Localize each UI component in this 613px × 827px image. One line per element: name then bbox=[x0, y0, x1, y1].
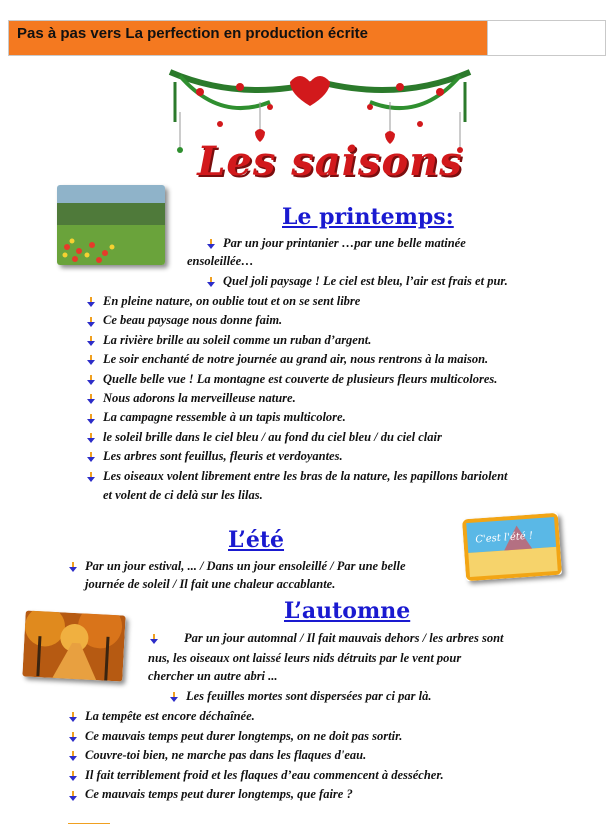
list-item: Ce mauvais temps peut durer longtemps, que faire ? bbox=[67, 786, 353, 802]
list-item: Les arbres sont feuillus, fleuris et verdoyantes. bbox=[85, 448, 343, 464]
bullet-arrow-icon bbox=[205, 238, 217, 250]
list-item-continuation: journée de soleil / Il fait une chaleur accablante. bbox=[85, 577, 336, 591]
list-item: le soleil brille dans le ciel bleu / au fond du ciel bleu / du ciel clair bbox=[85, 429, 442, 445]
section-title-automne: L’automne bbox=[284, 598, 411, 624]
list-item: Par un jour printanier …par une belle matinée bbox=[205, 235, 466, 251]
spring-photo bbox=[57, 185, 165, 265]
bullet-arrow-icon bbox=[85, 374, 97, 386]
autumn-photo bbox=[22, 610, 125, 681]
header-banner bbox=[8, 20, 488, 56]
bullet-arrow-icon bbox=[67, 770, 79, 782]
list-item: Les feuilles mortes sont dispersées par ci par là. bbox=[168, 688, 431, 704]
list-item: Quel joli paysage ! Le ciel est bleu, l’air est frais et pur. bbox=[205, 273, 508, 289]
header-frame bbox=[488, 20, 606, 56]
footer-rule bbox=[68, 823, 110, 824]
list-item-continuation: chercher un autre abri ... bbox=[148, 669, 278, 683]
list-item: Couvre-toi bien, ne marche pas dans les flaques d'eau. bbox=[67, 747, 366, 763]
bullet-arrow-icon bbox=[168, 691, 180, 703]
bullet-arrow-icon bbox=[67, 750, 79, 762]
list-item: Nous adorons la merveilleuse nature. bbox=[85, 390, 296, 406]
bullet-arrow-icon bbox=[85, 393, 97, 405]
bullet-arrow-icon bbox=[85, 432, 97, 444]
list-item: Par un jour automnal / Il fait mauvais dehors / les arbres sont bbox=[148, 630, 504, 646]
bullet-arrow-icon bbox=[85, 451, 97, 463]
bullet-arrow-icon bbox=[85, 316, 97, 328]
list-item-continuation: nus, les oiseaux ont laissé leurs nids détruits par le vent pour bbox=[148, 651, 462, 665]
summer-image bbox=[462, 513, 562, 582]
bullet-arrow-icon bbox=[85, 296, 97, 308]
bullet-arrow-icon bbox=[85, 413, 97, 425]
bullet-arrow-icon bbox=[85, 471, 97, 483]
list-item: En pleine nature, on oublie tout et on se sent libre bbox=[85, 293, 360, 309]
list-item: La tempête est encore déchaînée. bbox=[67, 708, 255, 724]
main-title: Les saisons bbox=[197, 138, 463, 185]
bullet-arrow-icon bbox=[67, 731, 79, 743]
list-item: La rivière brille au soleil comme un ruban d’argent. bbox=[85, 332, 371, 348]
section-title-ete: L’été bbox=[228, 527, 285, 553]
header-title: Pas à pas vers La perfection en production écrite bbox=[17, 25, 368, 42]
bullet-arrow-icon bbox=[205, 276, 217, 288]
list-item-continuation: et volent de ci delà sur les lilas. bbox=[103, 488, 263, 502]
bullet-arrow-icon bbox=[67, 561, 79, 573]
list-item-continuation: ensoleillée… bbox=[187, 254, 254, 268]
bullet-arrow-icon bbox=[85, 354, 97, 366]
list-item: Par un jour estival, ... / Dans un jour ensoleillé / Par une belle bbox=[67, 558, 406, 574]
summer-image-text: C'est l'été ! bbox=[475, 530, 534, 546]
section-title-printemps: Le printemps: bbox=[282, 204, 454, 230]
list-item: Le soir enchanté de notre journée au grand air, nous rentrons à la maison. bbox=[85, 351, 488, 367]
list-item: Il fait terriblement froid et les flaques d’eau commencent à dessécher. bbox=[67, 767, 444, 783]
list-item: Quelle belle vue ! La montagne est couverte de plusieurs fleurs multicolores. bbox=[85, 371, 497, 387]
bullet-arrow-icon bbox=[148, 633, 160, 645]
bullet-arrow-icon bbox=[67, 790, 79, 802]
bullet-arrow-icon bbox=[85, 335, 97, 347]
list-item: La campagne ressemble à un tapis multicolore. bbox=[85, 409, 346, 425]
list-item: Ce mauvais temps peut durer longtemps, on ne doit pas sortir. bbox=[67, 728, 402, 744]
bullet-arrow-icon bbox=[67, 711, 79, 723]
list-item: Les oiseaux volent librement entre les bras de la nature, les papillons bariolent bbox=[85, 468, 508, 484]
list-item: Ce beau paysage nous donne faim. bbox=[85, 312, 282, 328]
